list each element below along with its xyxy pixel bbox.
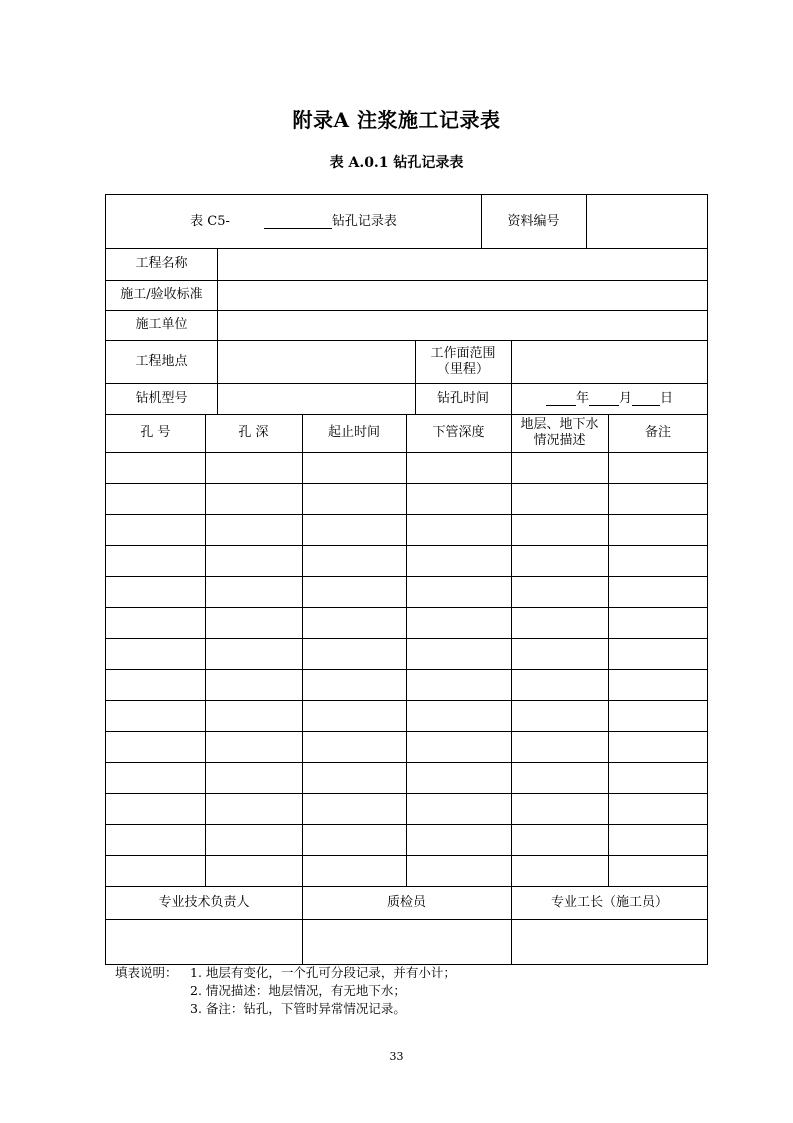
sig-foreman-value[interactable] <box>511 919 708 965</box>
table-cell[interactable] <box>608 576 708 607</box>
table-cell[interactable] <box>302 607 406 638</box>
unit-value[interactable] <box>217 310 708 340</box>
rig-model-label: 钻机型号 <box>135 390 188 406</box>
doc-no-value[interactable] <box>586 195 708 248</box>
table-cell[interactable] <box>302 452 406 483</box>
table-cell[interactable] <box>406 855 511 886</box>
table-cell[interactable] <box>608 607 708 638</box>
table-cell[interactable] <box>106 576 205 607</box>
form-number-blank[interactable] <box>264 214 332 229</box>
table-cell[interactable] <box>406 514 511 545</box>
table-cell[interactable] <box>406 762 511 793</box>
table-cell[interactable] <box>106 514 205 545</box>
table-cell[interactable] <box>106 700 205 731</box>
work-range-label <box>415 340 511 383</box>
col-remarks: 备注 <box>644 425 671 440</box>
sig-inspector-label: 质检员 <box>386 894 426 910</box>
table-cell[interactable] <box>205 545 302 576</box>
grid-line <box>106 886 707 887</box>
table-cell[interactable] <box>106 793 205 824</box>
table-cell[interactable] <box>511 700 608 731</box>
table-cell[interactable] <box>106 638 205 669</box>
form-prefix: 表 C5- <box>190 213 230 229</box>
table-cell[interactable] <box>608 545 708 576</box>
table-cell[interactable] <box>511 669 608 700</box>
table-cell[interactable] <box>511 855 608 886</box>
table-cell[interactable] <box>106 607 205 638</box>
standard-value[interactable] <box>217 280 708 310</box>
table-cell[interactable] <box>106 731 205 762</box>
col-time: 起止时间 <box>327 425 380 440</box>
grid-line <box>106 280 707 281</box>
table-cell[interactable] <box>511 824 608 855</box>
table-cell[interactable] <box>608 669 708 700</box>
grid-line <box>586 195 587 248</box>
table-cell[interactable] <box>205 576 302 607</box>
table-cell[interactable] <box>511 452 608 483</box>
table-cell[interactable] <box>608 793 708 824</box>
table-cell[interactable] <box>302 731 406 762</box>
sig-foreman-label: 专业工长（施工员） <box>550 894 668 910</box>
table-cell[interactable] <box>205 824 302 855</box>
table-cell[interactable] <box>302 700 406 731</box>
table-cell[interactable] <box>302 576 406 607</box>
table-cell[interactable] <box>302 855 406 886</box>
table-cell[interactable] <box>205 762 302 793</box>
location-label: 工程地点 <box>135 353 188 369</box>
table-cell[interactable] <box>406 731 511 762</box>
grid-line <box>217 248 218 414</box>
table-cell[interactable] <box>106 824 205 855</box>
note-item: 2. 情况描述：地层情况，有无地下水； <box>190 983 406 998</box>
table-cell[interactable] <box>106 545 205 576</box>
col-hole-depth: 孔 深 <box>238 425 269 440</box>
table-title: 表 A.0.1 钻孔记录表 <box>329 155 464 171</box>
table-cell[interactable] <box>205 855 302 886</box>
table-cell[interactable] <box>406 700 511 731</box>
sig-tech-lead-label: 专业技术负责人 <box>158 894 250 910</box>
grid-line <box>106 310 707 311</box>
table-cell[interactable] <box>406 452 511 483</box>
project-name-value[interactable] <box>217 248 708 280</box>
table-cell[interactable] <box>511 483 608 514</box>
grid-line <box>106 340 707 341</box>
table-cell[interactable] <box>406 483 511 514</box>
table-cell[interactable] <box>511 514 608 545</box>
day-unit: 日 <box>660 390 674 406</box>
note-item: 1. 地层有变化，一个孔可分段记录，并有小计； <box>190 965 456 980</box>
year-blank[interactable] <box>546 391 576 406</box>
table-cell[interactable] <box>406 607 511 638</box>
table-cell[interactable] <box>608 855 708 886</box>
grid-line <box>511 340 512 414</box>
table-cell[interactable] <box>302 638 406 669</box>
table-cell[interactable] <box>205 514 302 545</box>
table-cell[interactable] <box>406 824 511 855</box>
table-cell[interactable] <box>511 545 608 576</box>
table-cell[interactable] <box>205 700 302 731</box>
table-cell[interactable] <box>608 824 708 855</box>
form-notes <box>115 964 456 1018</box>
table-cell[interactable] <box>205 669 302 700</box>
doc-no-label: 资料编号 <box>507 213 560 229</box>
table-cell[interactable] <box>106 452 205 483</box>
rig-model-value[interactable] <box>217 383 415 414</box>
standard-label: 施工/验收标准 <box>120 287 203 302</box>
table-cell[interactable] <box>406 669 511 700</box>
drilling-record-form <box>105 194 708 965</box>
table-cell[interactable] <box>205 793 302 824</box>
table-cell[interactable] <box>511 793 608 824</box>
table-cell[interactable] <box>608 700 708 731</box>
table-cell[interactable] <box>106 855 205 886</box>
table-cell[interactable] <box>511 731 608 762</box>
sig-inspector-value[interactable] <box>302 919 511 965</box>
table-cell[interactable] <box>302 669 406 700</box>
project-name-label: 工程名称 <box>135 256 188 271</box>
table-cell[interactable] <box>608 452 708 483</box>
grid-line <box>106 919 707 920</box>
table-cell[interactable] <box>511 762 608 793</box>
table-cell[interactable] <box>406 576 511 607</box>
col-strata-desc: 地层、地下水情况描述 <box>520 417 599 448</box>
table-cell[interactable] <box>302 483 406 514</box>
form-name-cell <box>106 195 481 248</box>
month-blank[interactable] <box>589 391 619 406</box>
work-range-label-line1: 工作面范围 <box>430 345 496 361</box>
grid-line <box>106 383 707 384</box>
grid-line <box>415 340 416 414</box>
page-number: 33 <box>389 1050 404 1063</box>
table-cell[interactable] <box>608 514 708 545</box>
day-blank[interactable] <box>632 391 660 406</box>
col-hole-no: 孔 号 <box>140 425 171 440</box>
table-cell[interactable] <box>608 483 708 514</box>
grid-line <box>481 195 482 248</box>
table-cell[interactable] <box>511 576 608 607</box>
work-range-value[interactable] <box>511 340 708 383</box>
location-value[interactable] <box>217 340 415 383</box>
table-cell[interactable] <box>608 762 708 793</box>
table-cell[interactable] <box>205 638 302 669</box>
notes-label: 填表说明： <box>115 965 178 980</box>
table-cell[interactable] <box>106 762 205 793</box>
grid-line <box>511 886 512 965</box>
col-pipe-depth: 下管深度 <box>432 425 485 440</box>
unit-label: 施工单位 <box>135 317 188 332</box>
table-cell[interactable] <box>406 638 511 669</box>
form-name: 钻孔记录表 <box>331 213 397 229</box>
table-cell[interactable] <box>205 483 302 514</box>
grid-line <box>106 248 707 249</box>
drill-date-value[interactable] <box>511 383 708 414</box>
work-range-label-line2: （里程） <box>436 361 489 377</box>
grid-line <box>302 886 303 965</box>
table-cell[interactable] <box>205 607 302 638</box>
table-cell[interactable] <box>205 452 302 483</box>
table-cell[interactable] <box>302 793 406 824</box>
year-unit: 年 <box>575 390 589 406</box>
drill-time-label: 钻孔时间 <box>436 390 489 406</box>
table-cell[interactable] <box>608 638 708 669</box>
table-cell[interactable] <box>302 824 406 855</box>
page-title: 附录A 注浆施工记录表 <box>292 108 501 132</box>
table-cell[interactable] <box>106 483 205 514</box>
sig-tech-lead-value[interactable] <box>106 919 302 965</box>
table-cell[interactable] <box>205 731 302 762</box>
table-cell[interactable] <box>406 793 511 824</box>
note-item: 3. 备注：钻孔，下管时异常情况记录。 <box>190 1001 406 1016</box>
table-cell[interactable] <box>406 545 511 576</box>
table-cell[interactable] <box>608 731 708 762</box>
month-unit: 月 <box>618 390 632 406</box>
table-cell[interactable] <box>511 607 608 638</box>
table-cell[interactable] <box>106 669 205 700</box>
table-cell[interactable] <box>302 514 406 545</box>
table-cell[interactable] <box>302 762 406 793</box>
table-cell[interactable] <box>511 638 608 669</box>
table-cell[interactable] <box>302 545 406 576</box>
